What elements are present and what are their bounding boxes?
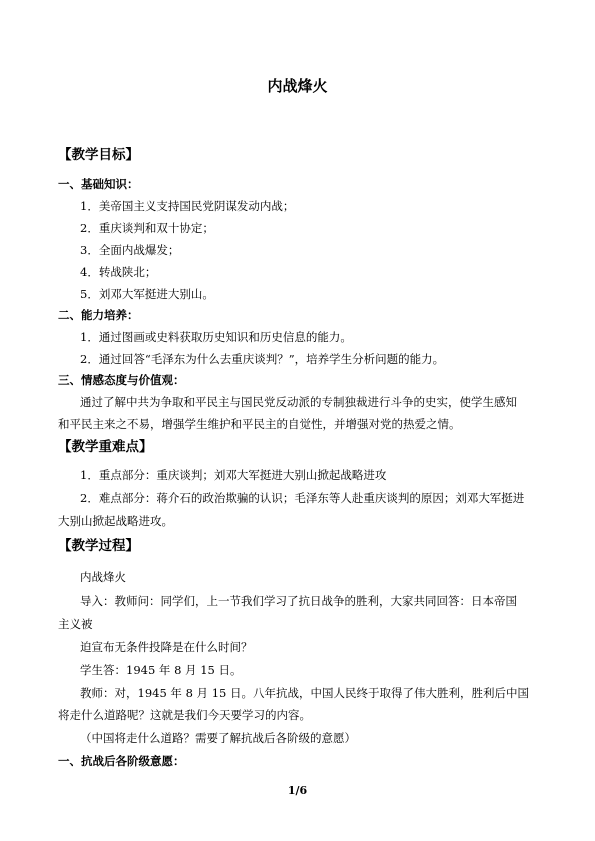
section-heading-keypoints: 【教学重难点】: [58, 439, 153, 455]
ability-heading: 二、能力培养：: [58, 308, 139, 322]
basic-item-5: 5．刘邓大军挺进大别山。: [80, 287, 214, 301]
keypoint-line-3: 大别山掀起战略进攻。: [58, 514, 173, 528]
ability-item-2: 2．通过回答“毛泽东为什么去重庆谈判？”，培养学生分析问题的能力。: [80, 352, 445, 366]
emotion-line-1: 通过了解中共为争取和平民主与国民党反动派的专制独裁进行斗争的史实，使学生感知: [80, 395, 517, 409]
process-line-1: 内战烽火: [80, 570, 126, 584]
basic-item-3: 3．全面内战爆发；: [80, 243, 180, 257]
section-heading-goals: 【教学目标】: [58, 147, 139, 163]
page-number: 1/6: [287, 784, 308, 797]
process-line-7: 将走什么道路呢？这就是我们今天要学习的内容。: [58, 708, 311, 722]
basic-item-1: 1．美帝国主义支持国民党阴谋发动内战；: [80, 199, 295, 213]
emotion-line-2: 和平民主来之不易，增强学生维护和平民主的自觉性，并增强对党的热爱之情。: [58, 417, 461, 431]
keypoint-line-1: 1．重点部分：重庆谈判；刘邓大军挺进大别山掀起战略进攻: [80, 468, 387, 482]
process-line-8: （中国将走什么道路？需要了解抗战后各阶级的意愿）: [80, 731, 356, 745]
document-title: 内战烽火: [267, 77, 328, 95]
basic-item-4: 4．转战陕北；: [80, 265, 157, 279]
process-line-4: 迫宣布无条件投降是在什么时间？: [80, 640, 253, 654]
basic-knowledge-heading: 一、基础知识：: [58, 177, 139, 191]
emotion-heading: 三、情感态度与价值观：: [58, 373, 185, 387]
basic-item-2: 2．重庆谈判和双十协定；: [80, 221, 214, 235]
keypoint-line-2: 2．难点部分：蒋介石的政治欺骗的认识；毛泽东等人赴重庆谈判的原因；刘邓大军挺进: [80, 491, 525, 505]
process-line-3: 主义被: [58, 617, 93, 631]
process-line-5: 学生答：1945 年 8 月 15 日。: [80, 663, 242, 677]
process-subheading: 一、抗战后各阶级意愿：: [58, 754, 185, 768]
process-line-2: 导入：教师问：同学们，上一节我们学习了抗日战争的胜利，大家共同回答：日本帝国: [80, 594, 517, 608]
section-heading-process: 【教学过程】: [58, 538, 139, 554]
process-line-6: 教师：对，1945 年 8 月 15 日。八年抗战，中国人民终于取得了伟大胜利，胜利后中国: [80, 686, 529, 700]
ability-item-1: 1．通过图画或史料获取历史知识和历史信息的能力。: [80, 330, 352, 344]
